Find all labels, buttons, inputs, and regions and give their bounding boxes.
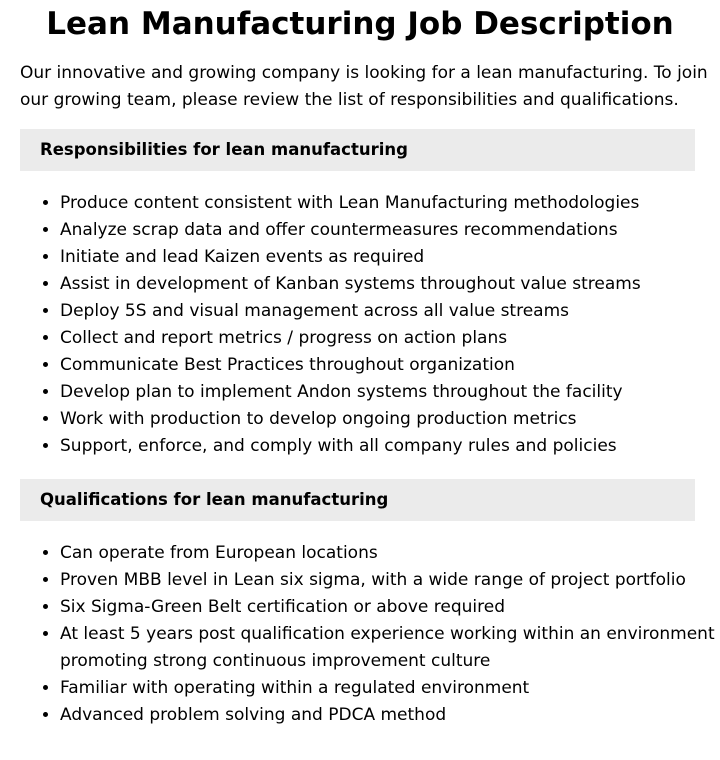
list-item: • At least 5 years post qualification experience working within an environment promoting strong continuous improvement culture: [60, 621, 720, 675]
list-item: • Support, enforce, and comply with all company rules and policies: [60, 433, 720, 460]
qualifications-list: [20, 540, 720, 729]
list-item: • Assist in development of Kanban systems throughout value streams: [60, 271, 720, 298]
list-item: • Communicate Best Practices throughout organization: [60, 352, 720, 379]
list-item: • Analyze scrap data and offer countermeasures recommendations: [60, 217, 720, 244]
list-item: • Produce content consistent with Lean Manufacturing methodologies: [60, 190, 720, 217]
list-item: • Can operate from European locations: [60, 540, 720, 567]
list-item: • Advanced problem solving and PDCA method: [60, 702, 720, 729]
list-item: • Work with production to develop ongoing production metrics: [60, 406, 720, 433]
page-title: Lean Manufacturing Job Description: [46, 6, 674, 42]
list-item: • Proven MBB level in Lean six sigma, with a wide range of project portfolio: [60, 567, 720, 594]
list-item: • Initiate and lead Kaizen events as required: [60, 244, 720, 271]
list-item: • Collect and report metrics / progress on action plans: [60, 325, 720, 352]
intro-text: Our innovative and growing company is looking for a lean manufacturing. To join our growing team, please review the list of responsibilities and qualifications.: [20, 63, 708, 110]
qualifications-heading: Qualifications for lean manufacturing: [20, 479, 695, 521]
list-item: • Six Sigma-Green Belt certification or above required: [60, 594, 720, 621]
list-item: • Familiar with operating within a regulated environment: [60, 675, 720, 702]
list-item: • Deploy 5S and visual management across all value streams: [60, 298, 720, 325]
responsibilities-heading: Responsibilities for lean manufacturing: [20, 129, 695, 171]
responsibilities-list: [20, 190, 720, 460]
list-item: • Develop plan to implement Andon systems throughout the facility: [60, 379, 720, 406]
